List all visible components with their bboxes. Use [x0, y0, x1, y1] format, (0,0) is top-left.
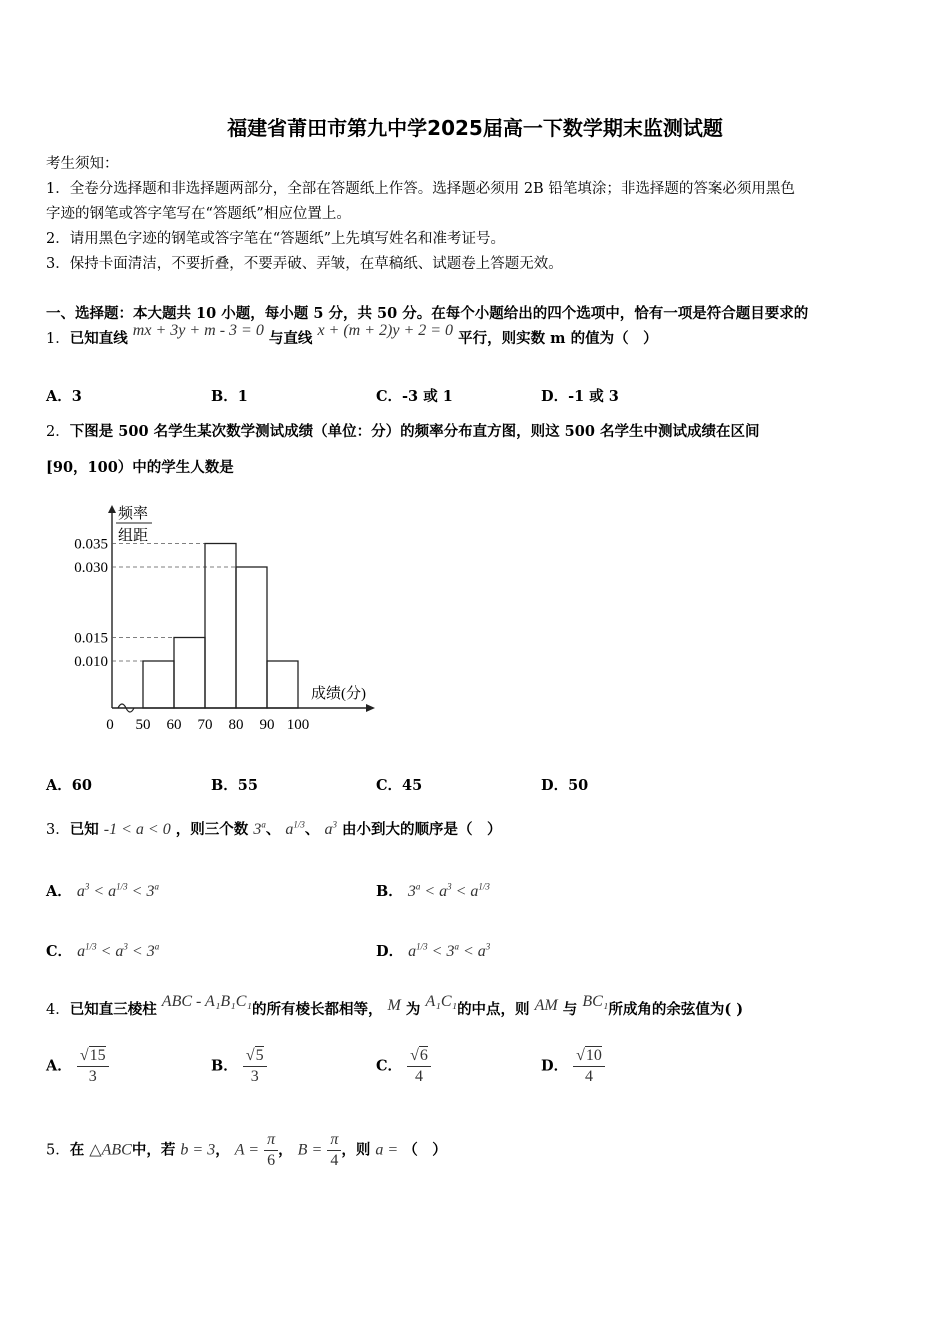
question-number: 2．	[46, 424, 70, 440]
section-heading: 一、选择题：本大题共 10 小题，每小题 5 分，共 50 分。在每个小题给出的四个选项中，恰有一项是符合题目要求的	[46, 305, 809, 322]
q3-option-b-expr: $3^a < a^3 < a^{1/3}$	[407, 881, 490, 900]
q3-condition: -1 < a < 0	[103, 821, 171, 838]
q3-option-a: A． $a^3 < a^{1/3} < 3^a$	[46, 881, 159, 900]
q1-suffix: 平行，则实数 m 的值为（ ）	[458, 330, 658, 347]
q3-expr-a-third: $a^{1/3}$	[285, 819, 305, 838]
question-1	[46, 322, 658, 348]
q1-option-d: D．-1 或 3	[541, 388, 619, 405]
question-3	[46, 818, 502, 839]
question-4: 4．已知直三棱柱 ABC - A₁B₁C₁的所有棱长都相等， M 为 A₁C₁的中点，则 AM 与 BC₁所成角的余弦值为( )	[46, 993, 744, 1018]
q3-option-d-expr: $a^{1/3} < 3^a < a^3$	[408, 941, 491, 960]
histogram-bar	[143, 661, 174, 708]
q3-option-c: C． $a^{1/3} < a^3 < 3^a$	[46, 941, 160, 960]
notice-line-2: 2．请用黑色字迹的钢笔或答字笔在“答题纸”上先填写姓名和准考证号。	[46, 231, 506, 247]
y-tick-label: 0.010	[74, 654, 108, 670]
q4-point-m: M	[387, 997, 401, 1014]
q5-triangle: △ABC	[89, 1141, 132, 1159]
q4-option-a: A． $\frac{√15}{3}$	[46, 1046, 109, 1087]
q1-option-a: A．3	[46, 388, 82, 405]
y-tick-label: 0.030	[74, 560, 108, 576]
page-title: 福建省莆田市第九中学2025届高一下数学期末监测试题	[227, 116, 723, 140]
q2-text-1: 下图是 500 名学生某次数学测试成绩（单位：分）的频率分布直方图，则这 500 名学生中测试成绩在区间	[69, 423, 760, 440]
q4-option-b: B． $\frac{√5}{3}$	[211, 1046, 267, 1087]
q3-option-a-expr: $a^3 < a^{1/3} < 3^a$	[76, 881, 159, 900]
q3-expr-a3: $a^3$	[324, 819, 337, 838]
x-axis-arrow	[366, 704, 375, 712]
q5-side-a: a =	[375, 1141, 399, 1159]
q3-mid: ，则三个数	[175, 821, 249, 838]
q1-line-1: mx + 3y + m - 3 = 0	[132, 322, 264, 339]
q3-sep-1: 、	[265, 821, 281, 838]
q4-segment-bc1: BC₁	[582, 993, 609, 1010]
question-number: 4．	[46, 1002, 70, 1018]
x-tick-label: 50	[135, 717, 151, 733]
y-tick-label: 0.035	[74, 536, 108, 553]
question-5: 5．在 △ABC中，若 b = 3， A = $\frac{\pi}{6}$ ， B = $\frac{\pi}{4}$ ，则 a = （ ）	[46, 1131, 447, 1169]
q3-expr-3a: 3$^a$	[253, 819, 266, 838]
q2-option-a: A．60	[46, 777, 92, 794]
notice-heading: 考生须知：	[46, 156, 119, 172]
x-tick-label: 0	[106, 717, 114, 733]
q2-option-b: B．55	[211, 777, 258, 794]
notice-line-3: 3．保持卡面清洁，不要折叠，不要弄破、弄皱，在草稿纸、试题卷上答题无效。	[46, 256, 563, 272]
histogram-bar	[236, 567, 267, 708]
histogram-bar	[205, 544, 236, 709]
x-tick-label: 100	[286, 717, 310, 733]
histogram-bar	[267, 661, 298, 708]
question-2	[46, 420, 759, 441]
q5-side-b: b = 3	[180, 1141, 216, 1159]
q2-option-c: C．45	[376, 777, 423, 794]
question-number: 1．	[46, 331, 70, 347]
q1-option-b: B．1	[211, 388, 248, 405]
q5-angle-b: B =	[297, 1141, 323, 1159]
question-number: 3．	[46, 822, 70, 838]
histogram-chart	[46, 495, 396, 745]
question-number: 5．	[46, 1142, 70, 1159]
q3-option-d: D． $a^{1/3} < 3^a < a^3$	[376, 941, 491, 960]
notice-line-1b: 字迹的钢笔或答字笔写在“答题纸”相应位置上。	[46, 206, 351, 222]
y-label-top: 频率	[118, 506, 149, 522]
q1-line-2: x + (m + 2)y + 2 = 0	[317, 322, 454, 339]
q1-option-c: C．-3 或 1	[376, 388, 453, 405]
q3-sep-2: 、	[304, 821, 320, 838]
y-tick-label: 0.015	[74, 630, 108, 647]
notice-line-1a: 1．全卷分选择题和非选择题两部分，全部在答题纸上作答。选择题必须用 2B 铅笔填涂；非选择题的答案必须用黑色	[46, 181, 795, 197]
q4-prism: ABC - A₁B₁C₁	[161, 993, 252, 1010]
q4-option-c: C． $\frac{√6}{4}$	[376, 1046, 431, 1087]
q3-prefix: 已知	[69, 821, 99, 838]
x-tick-label: 80	[228, 717, 244, 733]
q2-text-2: [90，100）中的学生人数是	[46, 459, 234, 476]
q5-angle-a: A =	[234, 1141, 260, 1159]
histogram-bar	[174, 638, 205, 709]
x-tick-label: 90	[259, 717, 275, 733]
q4-option-d: D． $\frac{√10}{4}$	[541, 1046, 605, 1087]
q2-option-d: D．50	[541, 777, 589, 794]
q4-segment-a1c1: A₁C₁	[425, 993, 458, 1010]
x-tick-label: 70	[197, 717, 213, 733]
q1-mid: 与直线	[268, 330, 313, 347]
q1-prefix: 已知直线	[69, 330, 128, 347]
x-axis-label: 成绩(分)	[311, 686, 366, 702]
q3-option-c-expr: $a^{1/3} < a^3 < 3^a$	[77, 941, 160, 960]
y-label-bottom: 组距	[118, 528, 149, 544]
q4-segment-am: AM	[534, 997, 558, 1014]
q3-suffix: 由小到大的顺序是（ ）	[342, 821, 502, 838]
q3-option-b: B． $3^a < a^3 < a^{1/3}$	[376, 881, 490, 900]
x-tick-label: 60	[166, 717, 182, 733]
y-axis-arrow	[108, 505, 116, 513]
